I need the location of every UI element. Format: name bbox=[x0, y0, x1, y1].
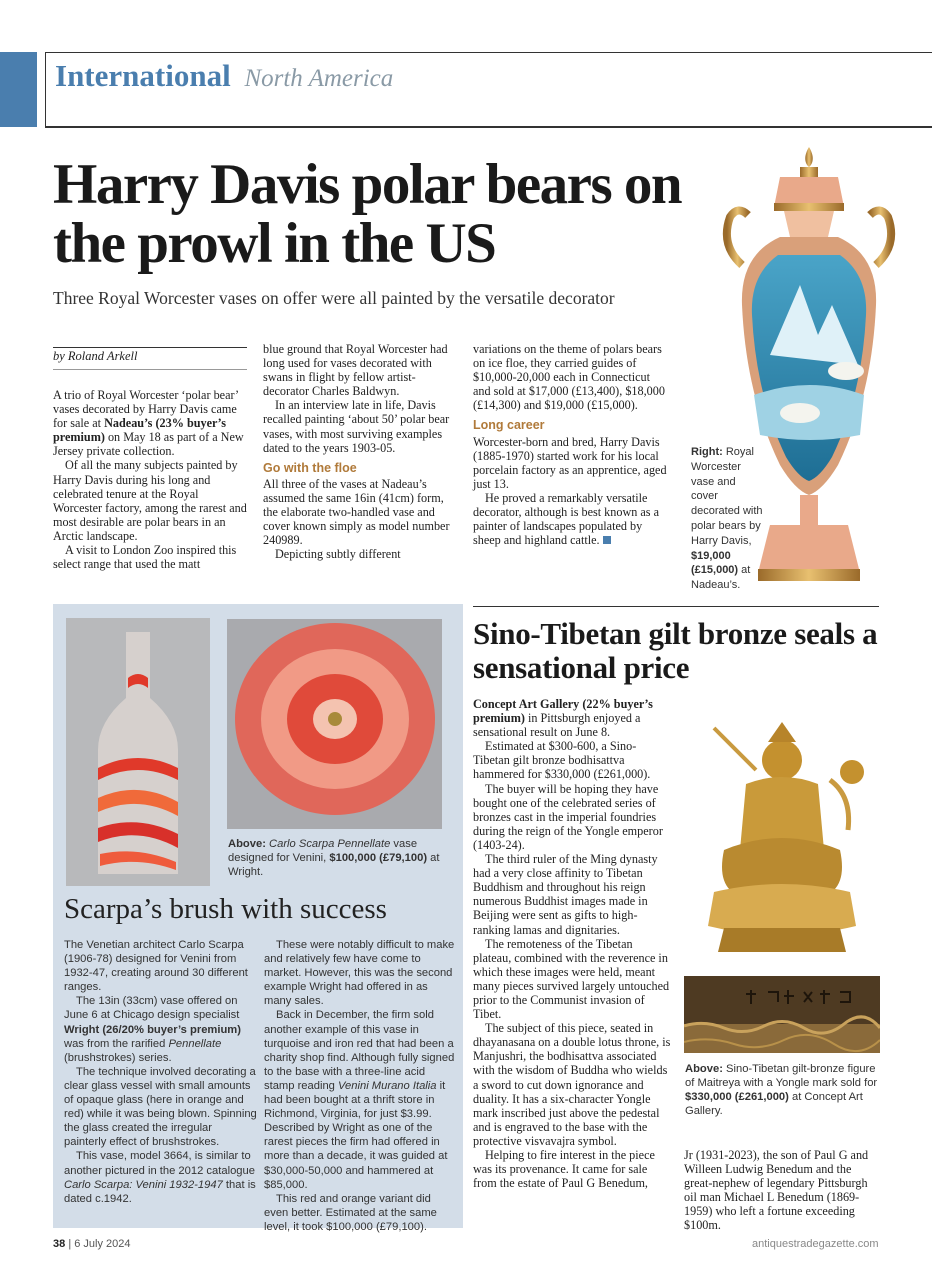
paragraph: The Venetian architect Carlo Scarpa (1906-78) designed for Venini from 1932-47, creating around 30 different ranges. bbox=[64, 939, 248, 994]
paragraph: Helping to fire interest in the piece was its provenance. It came for sale from the estate of Paul G Benedum, bbox=[473, 1148, 655, 1191]
paragraph: All three of the vases at Nadeau’s assumed the same 16in (41cm) form, the elaborate two-handled vase and cover known simply as model number 240989. bbox=[263, 476, 450, 548]
paragraph: The buyer will be hoping they have bought one of the celebrated series of bronzes cast in the imperial foundries during the reign of the Yongle emperor (1403-24). bbox=[473, 781, 663, 852]
footer-separator: | bbox=[68, 1238, 72, 1250]
paragraph: The subject of this piece, seated in dhayanasana on a double lotus throne, is Manjushri, the bodhisattva associated with the wisdom of Buddha who wields a sword to cut down ignorance and duality. It has a six-character Yongle mark inscribed just above the pedestal and is engraved to the base with the protective visvavajra symbol. bbox=[473, 1021, 671, 1148]
scarpa-column-2 bbox=[264, 938, 456, 1234]
section-title: International bbox=[55, 58, 231, 93]
bodhisattva-caption: Above: Sino-Tibetan gilt-bronze figure of Maitreya with a Yongle mark sold for $330,000 (£261,000) at Concept Art Gallery. bbox=[685, 1063, 878, 1118]
article-headline: Harry Davis polar bears on the prowl in the US bbox=[53, 153, 682, 275]
paragraph: Back in December, the firm sold another example of this vase in turquoise and iron red that had been a charity shop find. Although fully signed to the base with a three-line acid stamp reading Venini Murano Italia it had been bought at a thrift store in Richmond, Virginia, for just $3.99. Described by Wright as one of the rarest pieces the firm had offered in more than a decade, it was guided at $30,000-50,000 and hammered at $85,000. bbox=[264, 1009, 455, 1191]
article-column-3 bbox=[473, 342, 669, 547]
article-standfirst: Three Royal Worcester vases on offer were all painted by the versatile decorator bbox=[53, 288, 615, 308]
paragraph: A trio of Royal Worcester ‘polar bear’ vases decorated by Harry Davis came for sale at Nadeau’s (23% buyer’s premium) on May 18 as part of a New Jersey private collection. bbox=[53, 388, 244, 459]
sino-column-2 bbox=[684, 1148, 880, 1233]
scarpa-caption: Above: Carlo Scarpa Pennellate vase designed for Venini, $100,000 (£79,100) at Wright. bbox=[228, 838, 440, 879]
section-header bbox=[55, 58, 393, 94]
paragraph: The 13in (33cm) vase offered on June 6 at Chicago design specialist Wright (26/20% buyer’s premium) was from the rarified Pennellate (brushstrokes) series. bbox=[64, 995, 241, 1064]
footer-page-info bbox=[53, 1238, 131, 1250]
section-rule bbox=[45, 126, 932, 128]
paragraph: variations on the theme of polars bears on ice floe, they carried guides of $10,000-20,000 each in Connecticut and sold at $17,000 (£13,400), $18,000 (£14,300) and $19,000 (£15,000). bbox=[473, 342, 665, 413]
section-color-tab bbox=[0, 52, 37, 127]
paragraph: Worcester-born and bred, Harry Davis (1885-1970) started work for his local porcelain factory as an apprentice, aged just 13. bbox=[473, 434, 667, 491]
top-rule bbox=[45, 52, 932, 53]
issue-date: 6 July 2024 bbox=[74, 1238, 131, 1250]
article-column-2 bbox=[263, 342, 459, 561]
footer-website: antiquestradegazette.com bbox=[752, 1238, 879, 1250]
header-left-rule bbox=[45, 52, 46, 127]
subhead: Go with the floe bbox=[263, 460, 357, 475]
gilt-bronze-bodhisattva-image bbox=[684, 700, 880, 965]
paragraph: These were notably difficult to make and relatively few have come to market. However, this was the second example Wright had offered in as many sales. bbox=[264, 939, 455, 1008]
polar-bear-vase-image bbox=[720, 145, 898, 585]
sino-top-rule bbox=[473, 606, 879, 607]
paragraph: A visit to London Zoo inspired this select range that used the matt bbox=[53, 543, 237, 572]
paragraph: The technique involved decorating a clear glass vessel with small amounts of opaque glass (here in orange and red) while it was being blown. Spinning the glass created the irregular painterly effect of brushstrokes. bbox=[64, 1065, 257, 1149]
scarpa-bottle-image bbox=[66, 618, 210, 886]
paragraph: He proved a remarkably versatile decorator, although is best known as a painter of landscapes populated by sheep and highland cattle. bbox=[473, 490, 660, 548]
paragraph: Depicting subtly different bbox=[275, 547, 401, 562]
vase-caption: Right: Royal Worcester vase and cover decorated with polar bears by Harry Davis, $19,000 (£15,000) at Nadeau’s. bbox=[691, 446, 763, 592]
paragraph: Concept Art Gallery (22% buyer’s premium) in Pittsburgh enjoyed a sensational result on June 8. bbox=[473, 697, 653, 740]
scarpa-bottle-base-image bbox=[227, 619, 442, 829]
paragraph: blue ground that Royal Worcester had long used for vases decorated with swans in flight by fellow artist-decorator Charles Baldwyn. bbox=[263, 342, 448, 399]
paragraph: Estimated at $300-600, a Sino-Tibetan gilt bronze bodhisattva hammered for $330,000 (£261,000). bbox=[473, 739, 651, 782]
paragraph: This vase, model 3664, is similar to another pictured in the 2012 catalogue Carlo Scarpa: Venini 1932-1947 that is dated c.1942. bbox=[64, 1150, 256, 1205]
sino-headline: Sino-Tibetan gilt bronze seals a sensational price bbox=[473, 616, 878, 685]
section-subtitle: North America bbox=[244, 65, 394, 92]
paragraph: Of all the many subjects painted by Harry Davis during his long and celebrated tenure at the Royal Worcester factory, among the rarest and most desirable are polar bears in an Arctic landscape. bbox=[53, 458, 247, 543]
paragraph: The remoteness of the Tibetan plateau, combined with the reverence in which these images were held, meant many pieces survived largely untouched prior to the Communist invasion of Tibet. bbox=[473, 936, 670, 1022]
scarpa-headline: Scarpa’s brush with success bbox=[64, 893, 387, 925]
end-square-icon bbox=[603, 536, 611, 544]
byline: by Roland Arkell bbox=[53, 347, 247, 370]
paragraph: This red and orange variant did even better. Estimated at the same level, it took $100,000 (£79,100). bbox=[264, 1192, 437, 1233]
sino-column-1 bbox=[473, 697, 672, 1190]
paragraph: In an interview late in life, Davis recalled painting ‘about 50’ polar bear vases, with most surviving examples dated to the years 1903-05. bbox=[263, 398, 450, 455]
paragraph: Jr (1931-2023), the son of Paul G and Willeen Ludwig Benedum and the great-nephew of legendary Pittsburgh oil man Michael L Benedum (1869-1959) who left a fortune exceeding $100m. bbox=[684, 1148, 869, 1233]
scarpa-column-1 bbox=[64, 938, 257, 1206]
yongle-mark-image bbox=[684, 976, 880, 1053]
page-number: 38 bbox=[53, 1238, 66, 1250]
subhead: Long career bbox=[473, 418, 545, 433]
paragraph: The third ruler of the Ming dynasty had a very close affinity to Tibetan Buddhism and throughout his reign numerous Buddhist images made in Beijing were sent as gifts to high-ranking lamas and dignitaries. bbox=[473, 852, 658, 937]
article-column-1 bbox=[53, 388, 248, 571]
